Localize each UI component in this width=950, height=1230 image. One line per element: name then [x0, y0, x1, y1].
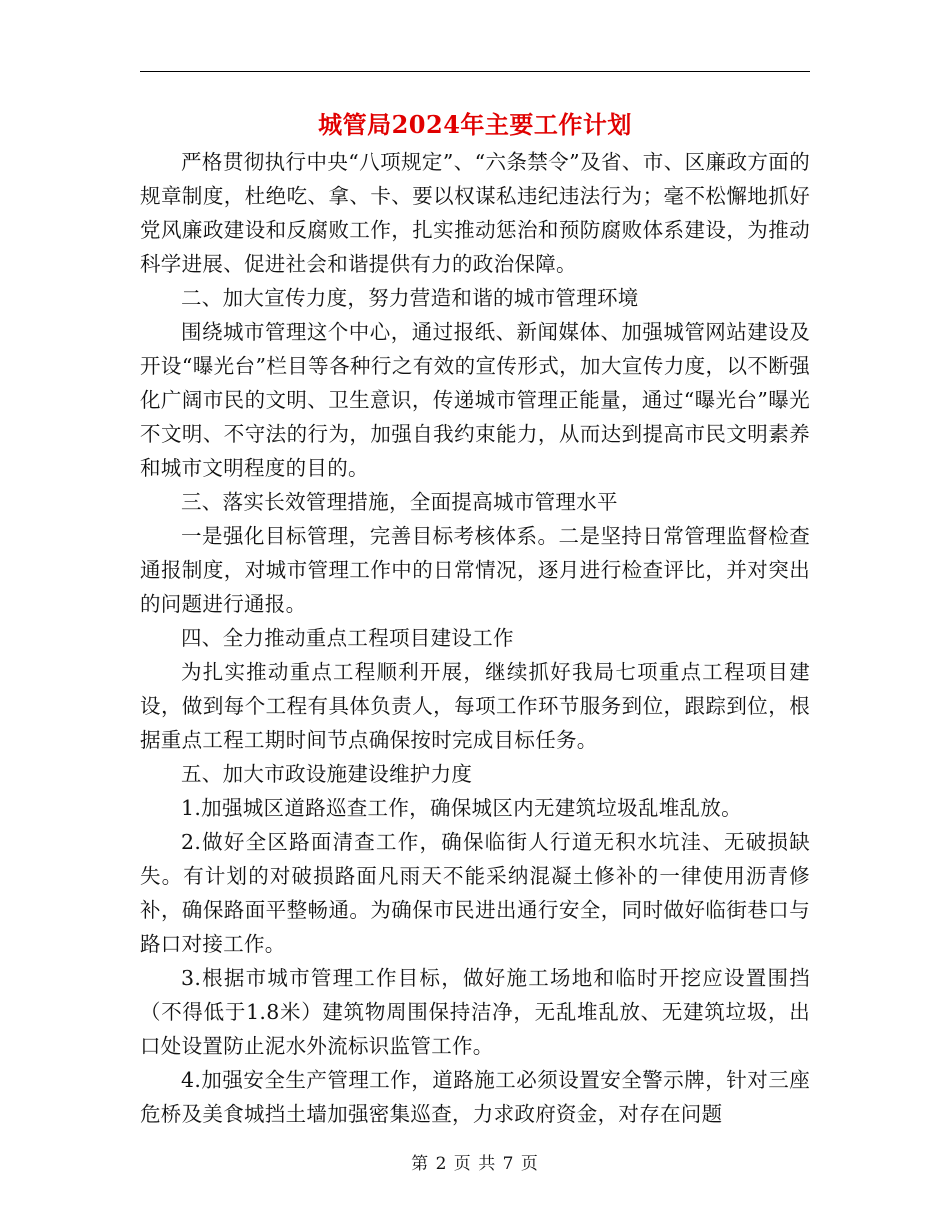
paragraph-long-term-management: 一是强化目标管理，完善目标考核体系。二是坚持日常管理监督检查通报制度，对城市管理工作中的日常情况，逐月进行检查评比，并对突出的问题进行通报。	[140, 524, 810, 616]
page-number-footer: 第 2 页 共 7 页	[411, 1154, 539, 1174]
list-item-1: 1.加强城区道路巡查工作，确保城区内无建筑垃圾乱堆乱放。	[181, 796, 742, 820]
paragraph-clean-government: 严格贯彻执行中央“八项规定”、“六条禁令”及省、市、区廉政方面的规章制度，杜绝吃、拿、卡、要以权谋私违纪违法行为；毫不松懈地抓好党风廉政建设和反腐败工作，扎实推动惩治和预防腐败体系建设，为推动科学进展、促进社会和谐提供有力的政治保障。	[140, 150, 810, 276]
section-heading-publicity: 二、加大宣传力度，努力营造和谐的城市管理环境	[181, 286, 639, 310]
section-heading-key-projects: 四、全力推动重点工程项目建设工作	[181, 626, 514, 650]
document-title: 城管局2024年主要工作计划	[318, 110, 632, 139]
paragraph-key-projects: 为扎实推动重点工程顺利开展，继续抓好我局七项重点工程项目建设，做到每个工程有具体负责人，每项工作环节服务到位，跟踪到位，根据重点工程工期时间节点确保按时完成目标任务。	[140, 660, 810, 752]
header-rule	[140, 71, 810, 72]
section-heading-long-term-management: 三、落实长效管理措施，全面提高城市管理水平	[181, 490, 618, 514]
list-item-4: 4.加强安全生产管理工作，道路施工必须设置安全警示牌，针对三座危桥及美食城挡土墙加强密集巡查，力求政府资金，对存在问题	[140, 1068, 810, 1126]
section-heading-municipal-facilities: 五、加大市政设施建设维护力度	[181, 762, 473, 786]
list-item-3: 3.根据市城市管理工作目标，做好施工场地和临时开挖应设置围挡（不得低于1.8米）建筑物周围保持洁净，无乱堆乱放、无建筑垃圾，出口处设置防止泥水外流标识监管工作。	[140, 966, 810, 1058]
list-item-2: 2.做好全区路面清查工作，确保临街人行道无积水坑洼、无破损缺失。有计划的对破损路面凡雨天不能采纳混凝土修补的一律使用沥青修补，确保路面平整畅通。为确保市民进出通行安全，同时做好临街巷口与路口对接工作。	[140, 830, 810, 956]
paragraph-publicity: 围绕城市管理这个中心，通过报纸、新闻媒体、加强城管网站建设及开设“曝光台”栏目等各种行之有效的宣传形式，加大宣传力度，以不断强化广阔市民的文明、卫生意识，传递城市管理正能量，通过“曝光台”曝光不文明、不守法的行为，加强自我约束能力，从而达到提高市民文明素养和城市文明程度的目的。	[140, 320, 810, 480]
document-body	[140, 145, 810, 1131]
